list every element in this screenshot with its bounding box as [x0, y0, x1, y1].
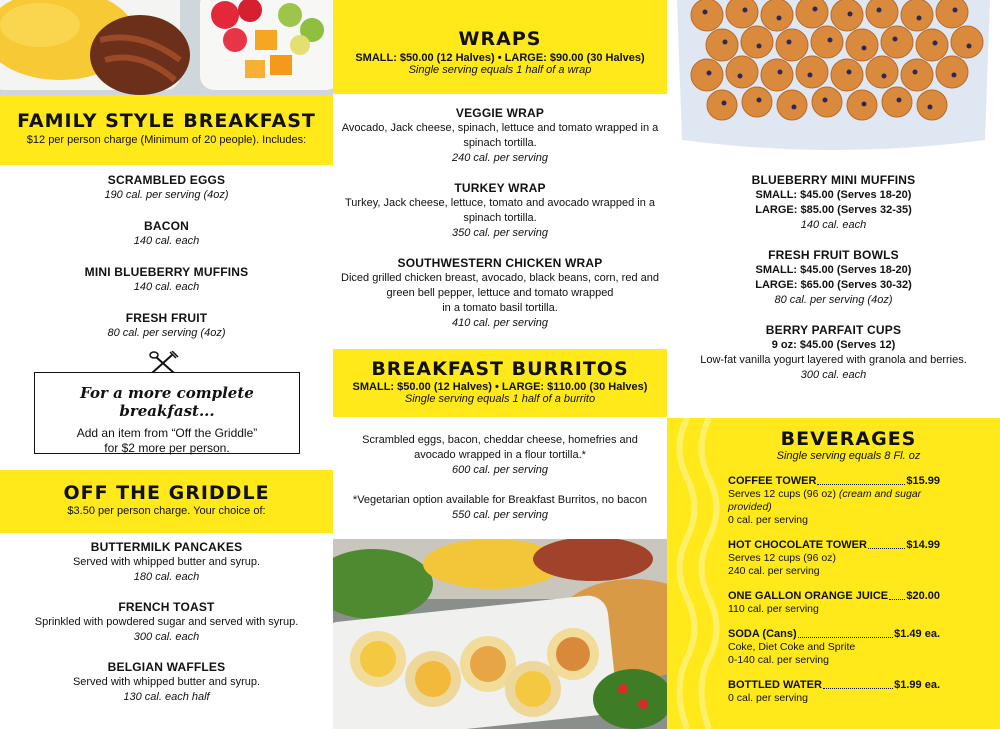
list-item: BACON 140 cal. each: [133, 219, 200, 247]
extras-items: [667, 173, 1000, 383]
burritos-desc: Scrambled eggs, bacon, cheddar cheese, homefries and avocado wrapped in a flour tortilla.* 600 cal. per serving *Vegetarian option available for Breakfast Burritos, no bacon 550 cal. per serving: [352, 434, 648, 521]
list-item: SCRAMBLED EGGS 190 cal. per serving (4oz): [104, 173, 229, 201]
beverages-note: Single serving equals 8 Fl. oz: [776, 450, 921, 462]
list-item: FRENCH TOAST Sprinkled with powdered sugar and served with syrup. 300 cal. each: [34, 600, 299, 643]
family-style-title: FAMILY STYLE BREAKFAST: [17, 110, 316, 132]
burritos-header: [333, 349, 667, 417]
column-right: [667, 0, 1000, 729]
griddle-items: [0, 540, 333, 705]
list-item: TURKEY WRAP Turkey, Jack cheese, lettuce, tomato and avocado wrapped in a spinach tortilla. 350 cal. per serving: [344, 181, 655, 239]
wraps-platter-art: [333, 539, 667, 729]
burritos-prices: SMALL: $50.00 (12 Halves) • LARGE: $110.00 (30 Halves): [352, 381, 648, 393]
list-item: MINI BLUEBERRY MUFFINS 140 cal. each: [84, 265, 249, 293]
breakfast-photo-art: [0, 0, 333, 95]
list-item: COFFEE TOWER $15.99 Serves 12 cups (96 oz) (cream and sugar provided) 0 cal. per serving: [728, 475, 940, 526]
column-middle: [333, 0, 667, 729]
list-item: FRESH FRUIT 80 cal. per serving (4oz): [107, 311, 226, 339]
list-item: BUTTERMILK PANCAKES Served with whipped butter and syrup. 180 cal. each: [72, 540, 261, 583]
wraps-platter-photo: [333, 539, 667, 729]
list-item: HOT CHOCOLATE TOWER $14.99 Serves 12 cups (96 oz) 240 cal. per serving: [728, 539, 940, 577]
callout-line2: for $2 more per person.: [104, 441, 230, 455]
callout-line1: Add an item from “Off the Griddle”: [76, 426, 258, 440]
beverages-title: BEVERAGES: [780, 428, 917, 450]
family-style-items: [0, 173, 333, 341]
muffins-photo: [667, 0, 1000, 163]
list-item: VEGGIE WRAP Avocado, Jack cheese, spinach, lettuce and tomato wrapped in a spinach tortilla. 240 cal. per serving: [341, 106, 659, 164]
list-item: SOUTHWESTERN CHICKEN WRAP Diced grilled chicken breast, avocado, black beans, corn, red and green bell pepper, lettuce and tomato wrapped in a tomato basil tortilla. 410 cal. per serving: [341, 256, 659, 329]
beverages-panel: [667, 418, 1000, 729]
griddle-subtitle: $3.50 per person charge. Your choice of:: [67, 505, 266, 517]
wraps-title: WRAPS: [458, 28, 542, 50]
list-item: ONE GALLON ORANGE JUICE $20.00 110 cal. per serving: [728, 590, 940, 615]
list-item: SODA (Cans) $1.49 ea. Coke, Diet Coke and Sprite 0-140 cal. per serving: [728, 628, 940, 666]
complete-breakfast-callout: [34, 372, 300, 454]
callout-heading: For a more complete breakfast...: [80, 384, 254, 420]
list-item: BOTTLED WATER $1.99 ea. 0 cal. per serving: [728, 679, 940, 704]
muffins-art: [667, 0, 1000, 163]
wraps-items: [333, 106, 667, 331]
burritos-note: Single serving equals 1 half of a burrito: [404, 393, 596, 405]
list-item: BLUEBERRY MINI MUFFINS SMALL: $45.00 (Serves 18-20) LARGE: $85.00 (Serves 32-35) 140 cal. each: [751, 173, 916, 231]
wraps-prices: SMALL: $50.00 (12 Halves) • LARGE: $90.00 (30 Halves): [355, 52, 645, 64]
beverage-list: [728, 475, 940, 717]
breakfast-photo: [0, 0, 333, 95]
family-style-subtitle: $12 per person charge (Minimum of 20 people). Includes:: [26, 134, 307, 146]
wraps-note: Single serving equals 1 half of a wrap: [408, 64, 592, 76]
column-left: [0, 0, 333, 729]
list-item: BELGIAN WAFFLES Served with whipped butter and syrup. 130 cal. each half: [72, 660, 261, 703]
family-style-header: [0, 95, 333, 165]
list-item: FRESH FRUIT BOWLS SMALL: $45.00 (Serves 18-20) LARGE: $65.00 (Serves 30-32) 80 cal. per serving (4oz): [755, 248, 912, 306]
griddle-title: OFF THE GRIDDLE: [63, 482, 270, 504]
wave-decoration: [667, 418, 727, 729]
burritos-title: BREAKFAST BURRITOS: [371, 358, 629, 380]
wraps-header: [333, 0, 667, 94]
griddle-header: [0, 470, 333, 533]
list-item: BERRY PARFAIT CUPS 9 oz: $45.00 (Serves 12) Low-fat vanilla yogurt layered with granola and berries. 300 cal. each: [700, 323, 967, 381]
